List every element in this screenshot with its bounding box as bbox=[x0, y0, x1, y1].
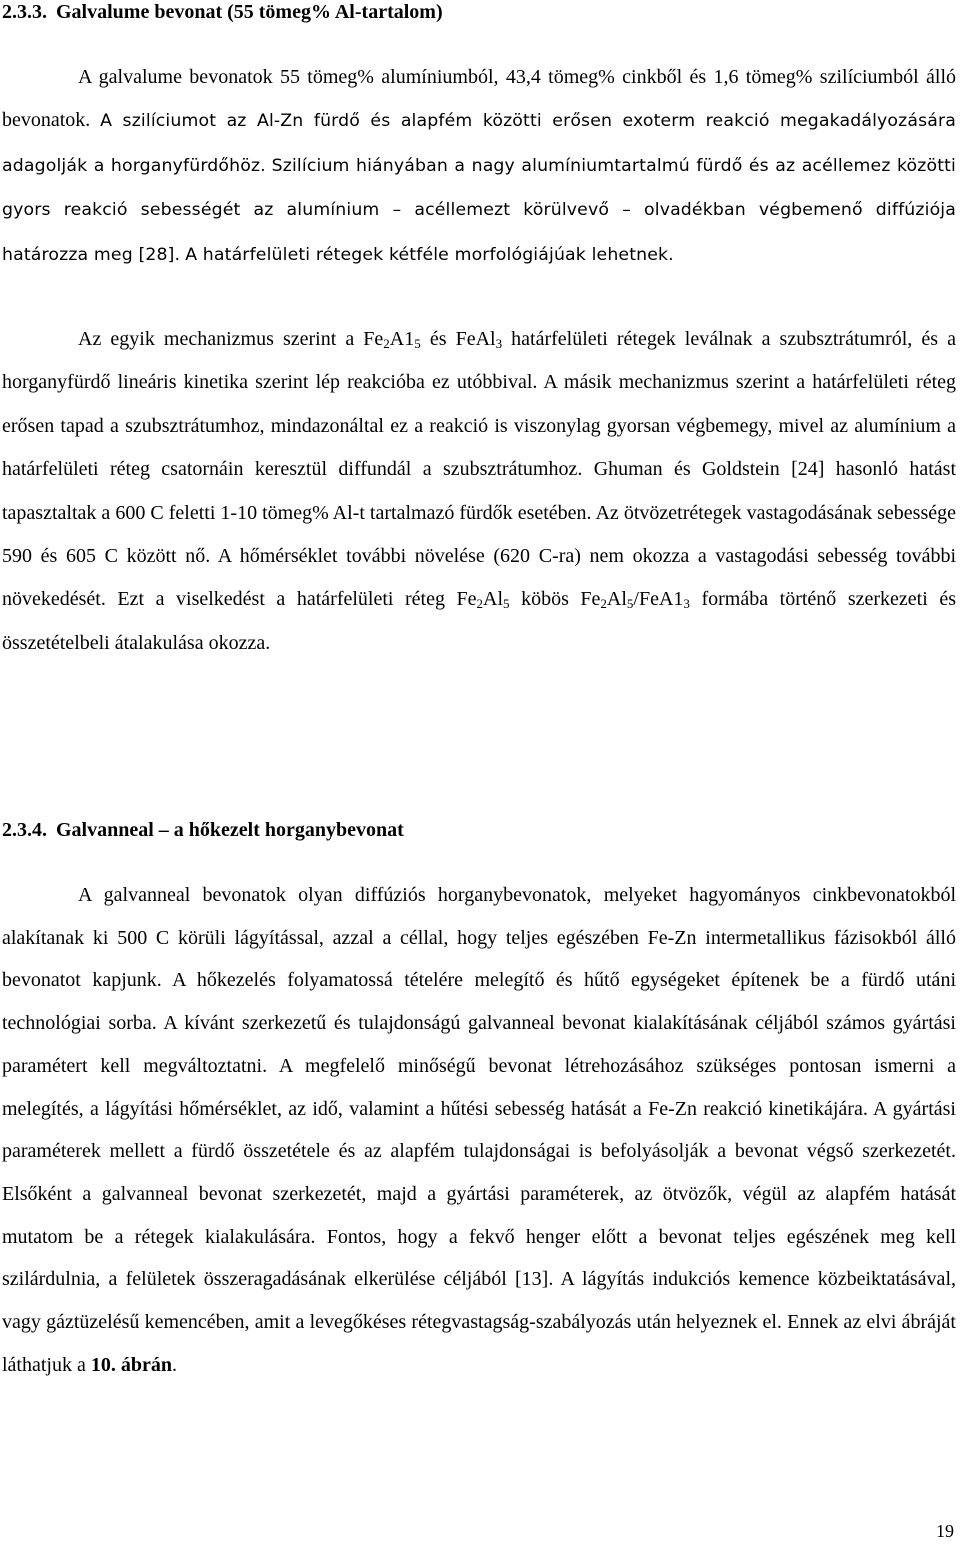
paragraph-galvanneal-description bbox=[2, 874, 956, 1386]
paragraph-galvalume-composition bbox=[2, 56, 956, 277]
text-run: /FeA1 bbox=[633, 588, 684, 611]
page-number: 19 bbox=[936, 1521, 954, 1541]
text-run: köbös Fe bbox=[509, 588, 601, 611]
text-run: Al bbox=[606, 588, 627, 611]
text-run: . bbox=[171, 1353, 177, 1376]
paragraph-sentence: A galvalume bevonatok 55 tömeg% alumíniumból, 43,4 tömeg% cinkből és 1,6 tömeg% szilíciumból álló bevonatok. bbox=[2, 66, 956, 132]
section-heading-2-3-3 bbox=[2, 0, 443, 24]
subscript: 5 bbox=[414, 336, 421, 351]
subscript: 2 bbox=[383, 336, 390, 351]
section-number: 2.3.4. bbox=[2, 819, 47, 841]
section-title: Galvalume bevonat (55 tömeg% Al-tartalom) bbox=[56, 1, 443, 23]
text-run: határfelületi rétegek leválnak a szubsztrátumról, és a horganyfürdő lineáris kinetika szerint lép reakcióba ez utóbbival. A másik mechanizmus szerint a határfelületi réteg erősen tapad a szubsztrátumhoz, mindazonáltal ez a reakció is viszonylag gyorsan végbemegy, mivel az alumínium a határfelületi réteg csatornáin keresztül diffundál a szubsztrátumhoz. Ghuman és Goldstein [24] hasonló hatást tapasztaltak a 600 C feletti 1-10 tömeg% Al-t tartalmazó fürdők esetében. Az ötvözetrétegek vastagodásának sebessége 590 és 605 C között nő. A hőmérséklet további növelése (620 C-ra) nem okozza a vastagodási sebesség további növekedését. Ezt a viselkedést a határfelületi réteg Fe bbox=[2, 328, 956, 611]
subscript: 2 bbox=[476, 596, 484, 612]
paragraph-sentence: A szilíciumot az Al-Zn fürdő és alapfém közötti erősen exoterm reakció megakadályozására adagolják a horganyfürdőhöz. bbox=[2, 111, 956, 176]
figure-reference: 10. ábrán bbox=[90, 1353, 172, 1376]
subscript: 5 bbox=[503, 596, 510, 612]
text-run: A galvanneal bevonatok olyan diffúziós horganybevonatok, melyeket hagyományos cinkbevonatokból alakítanak ki 500 C körüli lágyítással, azzal a céllal, hogy teljes egészében Fe-Zn intermetallikus fázisokból álló bevonatot kapjunk. A hőkezelés folyamatossá tételére melegítő és hűtő egységeket építenek be a fürdő utáni technológiai sorba. A kívánt szerkezetű és tulajdonságú galvanneal bevonat kialakításának céljából számos gyártási paramétert kell megváltoztatni. A megfelelő minőségű bevonat létrehozásához szükséges pontosan ismerni a melegítés, a lágyítási hőmérséklet, az idő, valamint a hűtési sebesség hatását a Fe-Zn reakció kinetikájára. A gyártási paraméterek mellett a fürdő összetétele és az alapfém tulajdonságai is befolyásolják a bevonat végső szerkezetét. Elsőként a galvanneal bevonat szerkezetét, majd a gyártási paraméterek, az ötvözők, végül az alapfém hatását mutatom be a rétegek kialakulására. Fontos, hogy a fekvő henger előtt a bevonat teljes egészének meg kell szilárdulnia, a felületek összeragadásának elkerülése céljából [13]. A lágyítás indukciós kemence közbeiktatásával, vagy gáztüzelésű kemencében, amit a levegőkéses rétegvastagság-szabályozás után helyeznek el. Ennek az elvi ábráját láthatjuk a bbox=[2, 884, 956, 1376]
subscript: 5 bbox=[626, 596, 634, 612]
subscript: 3 bbox=[495, 336, 503, 351]
subscript: 2 bbox=[600, 596, 607, 612]
text-run: Al bbox=[483, 588, 504, 611]
paragraph-sentence: A határfelületi rétegek kétféle morfológiájúak lehetnek. bbox=[185, 244, 674, 265]
section-title: Galvanneal – a hőkezelt horganybevonat bbox=[56, 819, 404, 841]
text-run: és FeAl bbox=[420, 328, 496, 350]
text-run: formába történő szerkezeti és összetételbeli átalakulása okozza. bbox=[2, 588, 956, 654]
section-number: 2.3.3. bbox=[2, 1, 47, 23]
paragraph-interface-mechanisms bbox=[2, 318, 956, 665]
paragraph-sentence: Szilícium hiányában a nagy alumíniumtartalmú fürdő és az acéllemez közötti gyors reakció sebességét az alumínium – acéllemezt körülvevő – olvadékban végbemenő diffúziója határozza meg [28]. bbox=[2, 155, 956, 265]
subscript: 3 bbox=[683, 596, 690, 612]
text-run: Az egyik mechanizmus szerint a Fe bbox=[78, 328, 384, 350]
text-run: A1 bbox=[389, 328, 415, 350]
section-heading-2-3-4 bbox=[2, 818, 404, 842]
